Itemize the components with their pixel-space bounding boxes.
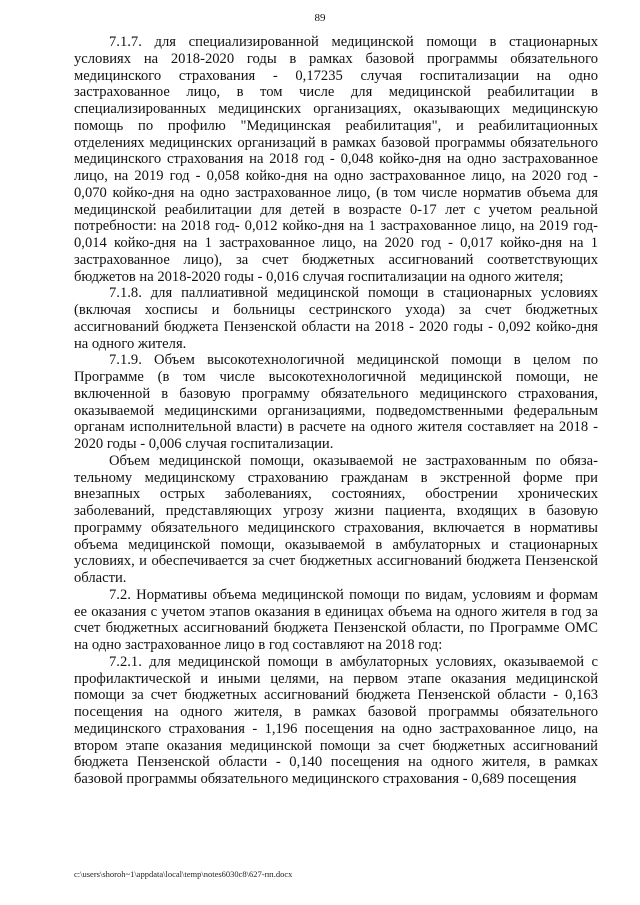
page-number: 89: [314, 12, 326, 24]
paragraph-7-1-8: 7.1.8. для паллиативной медицинской помощи в стационарных условиях (включая хосписы и больницы сестринского ухода) за счет бюджетных ассигнований бюджета Пензенской области на 2018 - 2020 годы - 0,092 койко-дня на одного жителя.: [74, 285, 598, 352]
paragraph-7-2: 7.2. Нормативы объема медицинской помощи по видам, условиям и формам ее оказания с учетом этапов оказания в единицах объема на одного жителя в год за счет бюджетных ассигнований бюджета Пензенской области, по Программе ОМС на одно застрахованное лицо в год составляют на 2018 год:: [74, 586, 598, 653]
paragraph-7-2-1: 7.2.1. для медицинской помощи в амбулаторных условиях, оказываемой с профилактической и иными целями, на первом этапе оказания медицинской помощи за счет бюджетных ассигнований бюджета Пензенской области - 0,163 посещения на одного жителя, в рамках базовой программы обязательного медицинского страхования - 1,196 посещения на одно застрахованное лицо, на втором этапе оказания медицинской помощи за счет бюджетных ассигнований бюджета Пензенской области - 0,140 посещения на одного жителя, в рамках базовой программы обязательного медицинского страхования - 0,689 посещения: [74, 653, 598, 787]
document-body: [74, 34, 598, 788]
footer-file-path: c:\users\shoroh~1\appdata\local\temp\notes6030c8\627-пп.docx: [74, 869, 293, 879]
paragraph-7-1-9: 7.1.9. Объем высокотехнологичной медицинской помощи в целом по Программе (в том числе высокотехнологичной медицинской помощи, не включенной в базовую программу обязательного медицинского страхования, оказываемой медицинскими организациями, подведомственными федеральным органам исполнительной власти) в расчете на одного жителя составляет на 2018 - 2020 годы - 0,006 случая госпитализации.: [74, 352, 598, 452]
paragraph-7-1-7: 7.1.7. для специализированной медицинской помощи в стационарных условиях на 2018-2020 годы в рамках базовой программы обязательного медицинского страхования - 0,17235 случая госпитализации на одно застрахованное лицо, в том числе для медицинской реабилитации в специализированных медицинских организациях, оказывающих медицинскую помощь по профилю "Медицинская реабилитация", и реабилитационных отделениях медицинских организаций в рамках базовой программы обязательного медицинского страхования на 2018 год - 0,048 койко-дня на одно застрахованное лицо, на 2019 год - 0,058 койко-дня на одно застрахованное лицо, на 2020 год - 0,070 койко-дня на одно застрахованное лицо, (в том числе норматив объема для медицинской реабилитации для детей в возрасте 0-17 лет с учетом реальной потребности: на 2018 год- 0,012 койко-дня на 1 застрахованное лицо, на 2019 год- 0,014 койко-дня на 1 застрахованное лицо, на 2020 год - 0,017 койко-дня на 1 застрахованное лицо), за счет бюджетных ассигнований соответствующих бюджетов на 2018-2020 годы - 0,016 случая госпитализации на одного жителя;: [74, 34, 598, 285]
paragraph-uninsured-volume: Объем медицинской помощи, оказываемой не застрахованным по обязательному медицинскому страхованию гражданам в экстренной форме при внезапных острых заболеваниях, состояниях, обострении хронических заболеваний, представляющих угрозу жизни пациента, входящих в базовую программу обязательного медицинского страхования, включается в нормативы объема медицинской помощи, оказываемой в амбулаторных и стационарных условиях, и обеспечивается за счет бюджетных ассигнований бюджета Пензенской области.: [74, 452, 598, 586]
